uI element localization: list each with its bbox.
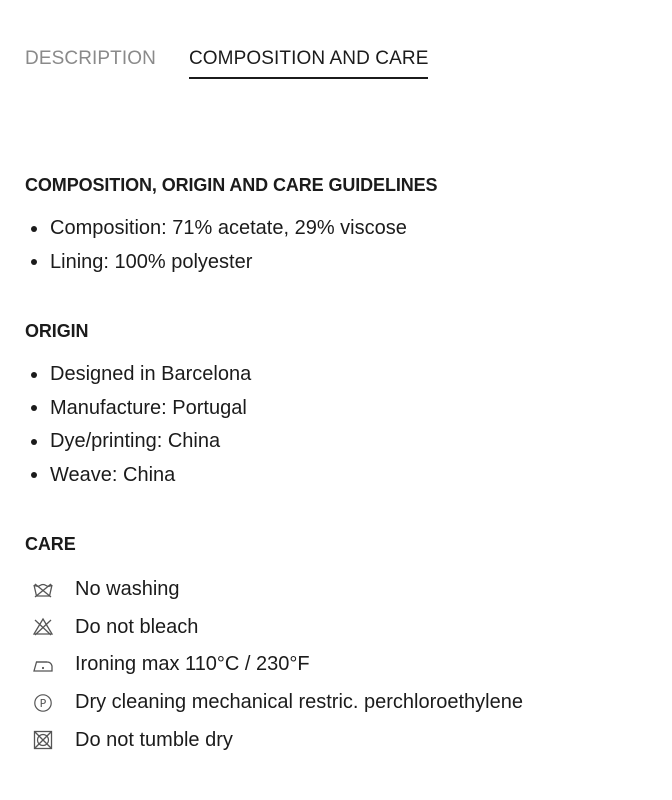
bullet-icon bbox=[31, 259, 37, 265]
origin-item: Manufacture: Portugal bbox=[50, 396, 247, 419]
composition-section-title: COMPOSITION, ORIGIN AND CARE GUIDELINES bbox=[25, 175, 438, 195]
care-item bbox=[32, 609, 523, 647]
care-item bbox=[32, 646, 523, 684]
origin-list bbox=[25, 358, 251, 492]
origin-section-title: ORIGIN bbox=[25, 321, 89, 341]
tab-composition-and-care[interactable]: COMPOSITION AND CARE bbox=[189, 48, 429, 79]
care-item-label: Do not tumble dry bbox=[75, 728, 233, 751]
bullet-icon bbox=[31, 372, 37, 378]
care-item-label: No washing bbox=[75, 578, 180, 601]
list-item bbox=[25, 459, 251, 493]
bullet-icon bbox=[31, 472, 37, 478]
list-item bbox=[25, 246, 407, 280]
no-washing-icon bbox=[32, 579, 54, 601]
bullet-icon bbox=[31, 439, 37, 445]
tab-bar bbox=[25, 48, 428, 79]
care-list bbox=[32, 571, 523, 759]
care-item bbox=[32, 721, 523, 759]
origin-item: Dye/printing: China bbox=[50, 430, 221, 452]
composition-list bbox=[25, 212, 407, 279]
care-item-label: Do not bleach bbox=[75, 615, 199, 638]
bullet-icon bbox=[31, 226, 37, 232]
tab-description[interactable]: DESCRIPTION bbox=[25, 48, 156, 69]
care-item bbox=[32, 684, 523, 722]
care-item bbox=[32, 571, 523, 609]
care-section-title: CARE bbox=[25, 534, 76, 554]
lining-item: Lining: 100% polyester bbox=[50, 250, 253, 273]
dry-clean-p-icon bbox=[32, 692, 54, 714]
composition-item: Composition: 71% acetate, 29% viscose bbox=[50, 217, 407, 239]
no-bleach-icon bbox=[32, 616, 54, 638]
list-item bbox=[25, 425, 251, 459]
iron-icon bbox=[32, 654, 54, 676]
list-item bbox=[25, 392, 251, 426]
no-tumble-dry-icon bbox=[32, 729, 54, 751]
list-item bbox=[25, 358, 251, 392]
origin-item: Designed in Barcelona bbox=[50, 363, 252, 385]
care-item-label: Dry cleaning mechanical restric. perchloroethylene bbox=[75, 691, 523, 714]
svg-text:P: P bbox=[39, 696, 47, 710]
care-item-label: Ironing max 110°C / 230°F bbox=[75, 653, 310, 676]
origin-item: Weave: China bbox=[50, 463, 176, 486]
bullet-icon bbox=[31, 405, 37, 411]
list-item bbox=[25, 212, 407, 246]
